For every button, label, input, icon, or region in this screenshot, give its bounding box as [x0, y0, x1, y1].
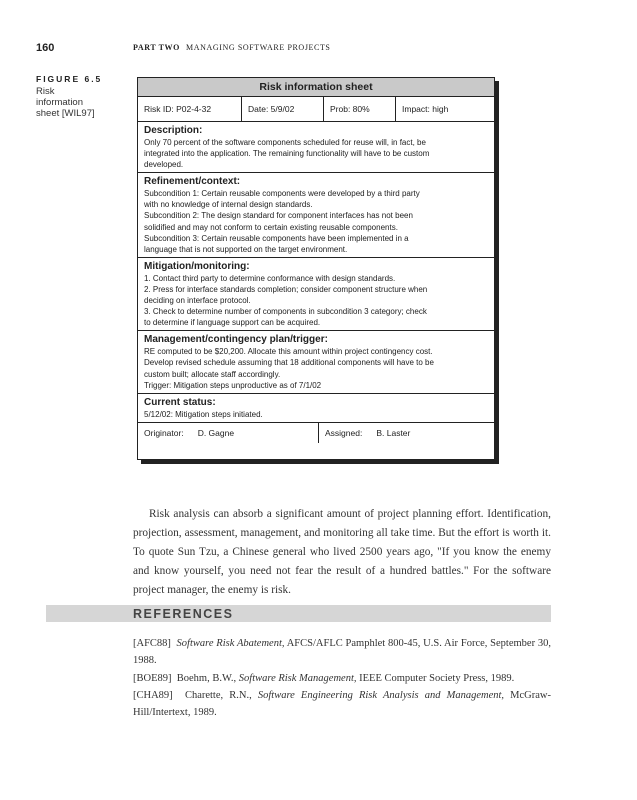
originator-label: Originator:: [144, 427, 184, 438]
section-line: to determine if language support can be acquired.: [144, 318, 321, 328]
reference-details: McGraw-Hill/Intertext, 1989.: [133, 689, 551, 719]
caption-line: sheet [WIL97]: [36, 108, 95, 119]
running-header: [36, 42, 601, 56]
sheet-footer-row: [138, 423, 494, 443]
section-line: solidified and may not conform to certain existing reusable components.: [144, 222, 398, 232]
section-management: [138, 331, 494, 393]
reference-details: AFCS/AFLC Pamphlet 800-45, U.S. Air Force, September 30, 1988.: [133, 638, 552, 667]
section-mitigation: [138, 258, 494, 331]
section-line: 2. Press for interface standards completion; consider component structure when: [144, 284, 428, 294]
reference-title: Software Risk Abatement,: [176, 638, 285, 649]
sheet-title: Risk information sheet: [138, 78, 494, 97]
originator: [138, 423, 319, 443]
section-line: Develop revised schedule assuming that 18 additional components will have to be: [144, 358, 434, 368]
references-bar: [46, 605, 551, 622]
references-heading: REFERENCES: [133, 607, 234, 621]
references-list: [133, 635, 551, 721]
reference-item: [133, 670, 551, 687]
section-body: [144, 346, 488, 390]
reference-item: [133, 635, 551, 670]
risk-impact: Impact: high: [402, 104, 449, 114]
reference-item: [133, 687, 551, 722]
section-line: RE computed to be $20,200. Allocate this amount within project contingency cost.: [144, 347, 433, 357]
assigned: [319, 423, 494, 443]
page-number: 160: [36, 42, 55, 54]
section-heading: Current status:: [144, 396, 216, 408]
assigned-label: Assigned:: [325, 427, 363, 438]
section-current-status: [138, 394, 494, 423]
section-line: Subcondition 2: The design standard for component interfaces has not been: [144, 211, 413, 221]
risk-id: Risk ID: P02-4-32: [138, 97, 242, 121]
body-text: [133, 505, 551, 600]
reference-details: IEEE Computer Society Press, 1989.: [356, 672, 515, 684]
section-line: with no knowledge of internal design standards.: [144, 200, 313, 210]
reference-author: Boehm, B.W.,: [176, 672, 239, 684]
section-heading: Management/contingency plan/trigger:: [144, 334, 328, 346]
reference-title: Software Engineering Risk Analysis and Management,: [257, 689, 505, 701]
section-refinement: [138, 173, 494, 258]
part-label: PART TWO: [133, 43, 180, 52]
risk-date: Date: 5/9/02: [242, 97, 324, 121]
reference-key: [CHA89]: [133, 689, 173, 701]
caption-line: Risk: [36, 86, 55, 97]
reference-key: [AFC88]: [133, 638, 171, 649]
section-body: [144, 188, 488, 255]
reference-title: Software Risk Management,: [238, 672, 357, 684]
body-paragraph: Risk analysis can absorb a significant amount of project planning effort. Identification, projection, assessment, management, and monitoring all take time. But the effort is worth it. To quote Sun Tzu, a Chinese general who lived 2500 years ago, "If you know the enemy and know yourself, you need not fear the result of a hundred battles." For the software project manager, the enemy is risk.: [133, 508, 551, 596]
running-title: [133, 43, 331, 52]
caption-line: information: [36, 97, 83, 108]
reference-key: [BOE89]: [133, 672, 172, 684]
sheet-meta-row: [138, 97, 494, 122]
section-line: custom built; allocate staff accordingly.: [144, 369, 281, 379]
section-line: integrated into the application. The remaining functionality will have to be custom: [144, 149, 430, 159]
risk-probability: Prob: 80%: [324, 97, 396, 121]
section-line: Subcondition 1: Certain reusable components were developed by a third party: [144, 189, 420, 199]
section-line: Trigger: Mitigation steps unproductive as of 7/1/02: [144, 380, 322, 390]
figure-label: [36, 74, 116, 119]
section-heading: Mitigation/monitoring:: [144, 260, 250, 272]
section-heading: Refinement/context:: [144, 176, 241, 188]
figure-caption: [36, 86, 116, 119]
assigned-value: B. Laster: [376, 427, 411, 438]
section-line: Only 70 percent of the software components scheduled for reuse will, in fact, be: [144, 138, 426, 147]
section-line: 5/12/02: Mitigation steps initiated.: [144, 409, 263, 419]
figure-number: FIGURE 6.5: [36, 74, 103, 84]
section-line: Subcondition 3: Certain reusable components have been implemented in a: [144, 233, 409, 243]
section-description: [138, 122, 494, 173]
section-heading: Description:: [144, 125, 203, 136]
section-line: 3. Check to determine number of components in subcondition 3 category; check: [144, 307, 427, 317]
section-line: developed.: [144, 160, 184, 170]
reference-author: Charette, R.N.,: [184, 689, 258, 701]
section-line: 1. Contact third party to determine conformance with design standards.: [144, 273, 396, 283]
section-line: deciding on interface protocol.: [144, 296, 251, 306]
section-line: language that is not supported on the target environment.: [144, 244, 348, 254]
part-title: MANAGING SOFTWARE PROJECTS: [185, 43, 331, 52]
risk-information-sheet: [137, 77, 495, 460]
section-body: [144, 273, 488, 328]
section-body: [144, 409, 488, 420]
section-body: [144, 137, 488, 170]
originator-value: D. Gagne: [197, 427, 235, 438]
